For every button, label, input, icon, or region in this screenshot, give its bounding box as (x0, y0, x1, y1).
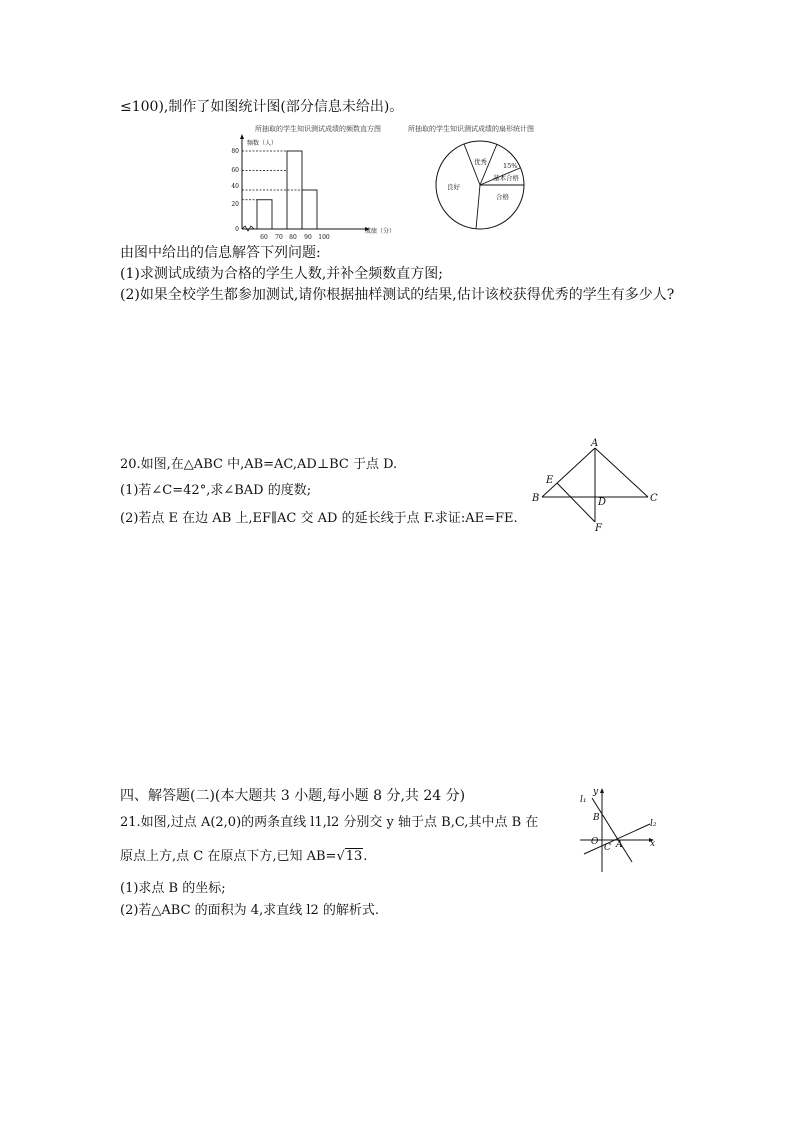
q21-stem-line2-suffix: . (363, 849, 368, 864)
line-l1 (592, 798, 632, 862)
q20-part1: (1)若∠C=42°,求∠BAD 的度数; (120, 483, 312, 498)
section4-heading: 四、解答题(二)(本大题共 3 小题,每小题 8 分,共 24 分) (120, 788, 466, 804)
hist-x-tick-70: 70 (275, 234, 283, 241)
hist-y-tick-60: 60 (231, 167, 239, 174)
q19-part1: (1)求测试成绩为合格的学生人数,并补全频数直方图; (120, 266, 443, 282)
sqrt-radicand: 13 (345, 849, 363, 864)
q19-part2: (2)如果全校学生都参加测试,请你根据抽样测试的结果,估计该校获得优秀的学生有多少人? (120, 287, 675, 303)
hist-bar-60-70 (257, 200, 272, 229)
hist-x-tick-100: 100 (318, 234, 330, 241)
hist-y-label: 频数（人） (247, 140, 278, 147)
q19-intro-line: ≤100),制作了如图统计图(部分信息未给出)。 (120, 99, 404, 115)
triangle-diagram (528, 438, 668, 538)
label-y: y (593, 787, 599, 797)
point-label-E: E (546, 475, 554, 486)
label-l2: l₂ (650, 819, 657, 829)
q21-stem-line1: 21.如图,过点 A(2,0)的两条直线 l1,l2 分别交 y 轴于点 B,C,其中点 B 在 (120, 815, 539, 830)
hist-bar-90-100 (302, 190, 317, 229)
pie-label-excellent: 优秀 (474, 158, 487, 166)
frequency-histogram (225, 133, 396, 243)
segment-AC (595, 448, 648, 497)
pie-label-15pct: 15% (503, 162, 518, 170)
pie-chart (430, 138, 550, 238)
sqrt-sign: √ (336, 849, 345, 864)
point-label-D: D (598, 497, 607, 508)
label-l1: l₁ (580, 795, 587, 805)
label-O: O (591, 837, 599, 847)
point-label-A: A (591, 438, 599, 449)
hist-x-tick-90: 90 (304, 234, 312, 241)
q21-part2: (2)若△ABC 的面积为 4,求直线 l2 的解析式. (120, 903, 380, 918)
hist-y-tick-40: 40 (231, 183, 239, 190)
hist-x-tick-60: 60 (260, 234, 268, 241)
label-x: x (650, 839, 656, 849)
hist-y-arrow (240, 134, 244, 139)
q20-stem: 20.如图,在△ABC 中,AB=AC,AD⊥BC 于点 D. (120, 457, 398, 472)
label-C: C (604, 843, 611, 853)
hist-x-label: 成绩（分） (365, 228, 396, 235)
pie-radius-bottom (476, 185, 480, 229)
q21-stem-line2 (120, 848, 367, 866)
q21-stem-line2-prefix: 原点上方,点 C 在原点下方,已知 AB= (120, 849, 337, 864)
pie-label-basic-pass: 基本合格 (493, 174, 519, 182)
hist-y-tick-20: 20 (231, 201, 239, 208)
point-label-B: B (532, 493, 540, 504)
q21-part1: (1)求点 B 的坐标; (120, 881, 226, 896)
segment-EF (557, 483, 595, 522)
pie-label-pass: 合格 (496, 193, 509, 201)
segment-AB (542, 448, 595, 497)
pie-label-good: 良好 (447, 183, 460, 191)
coordinate-diagram (570, 782, 670, 877)
q19-prompt: 由图中给出的信息解答下列问题: (120, 245, 321, 261)
y-axis-arrow (600, 788, 604, 793)
hist-y-tick-0: 0 (235, 226, 239, 233)
pie-caption: 所抽取的学生知识测试成绩的扇形统计图 (408, 125, 534, 133)
point-label-C: C (650, 493, 658, 504)
label-B: B (593, 813, 600, 823)
label-A: A (616, 840, 623, 850)
hist-y-tick-80: 80 (231, 148, 239, 155)
hist-x-tick-80: 80 (289, 234, 297, 241)
q20-part2: (2)若点 E 在边 AB 上,EF∥AC 交 AD 的延长线于点 F.求证:AE=FE. (120, 511, 518, 526)
point-label-F: F (595, 523, 602, 534)
histogram-caption: 所抽取的学生知识测试成绩的频数直方图 (255, 125, 381, 133)
